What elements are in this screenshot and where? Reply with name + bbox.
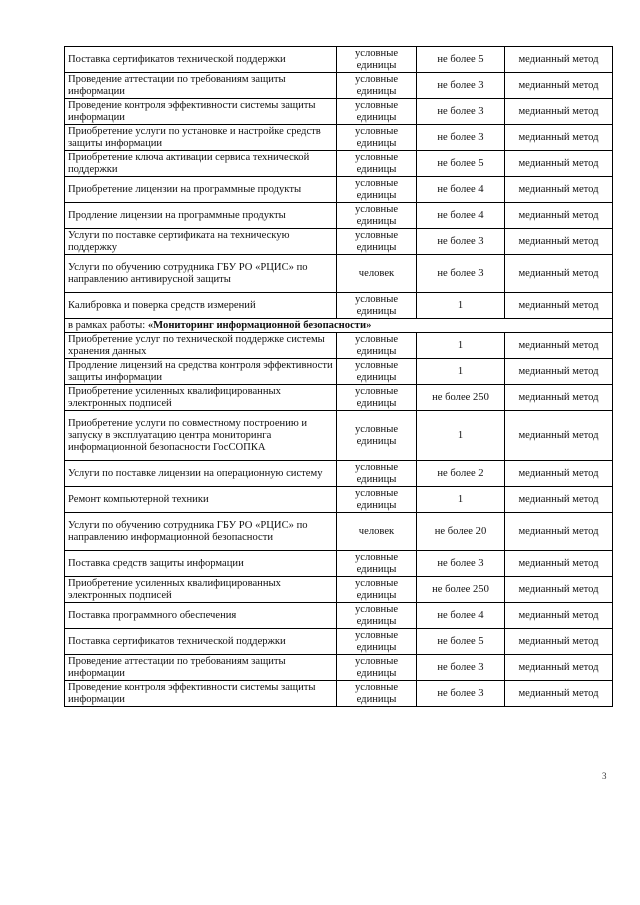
item-name-cell: Поставка сертификатов технической поддержки [65,47,337,73]
unit-cell: условные единицы [337,655,417,681]
item-name-cell: Поставка средств защиты информации [65,551,337,577]
table-row [65,461,613,487]
method-cell: медианный метод [505,177,613,203]
method-cell: медианный метод [505,293,613,319]
item-name-cell: Поставка программного обеспечения [65,603,337,629]
quantity-cell: не более 20 [417,513,505,551]
method-cell: медианный метод [505,461,613,487]
unit-cell: условные единицы [337,151,417,177]
item-name-cell: Приобретение лицензии на программные продукты [65,177,337,203]
section-prefix: в рамках работы: [68,319,148,331]
quantity-cell: не более 4 [417,177,505,203]
quantity-cell: 1 [417,333,505,359]
method-cell: медианный метод [505,603,613,629]
table-row [65,203,613,229]
unit-cell: условные единицы [337,203,417,229]
procurement-table [64,46,613,707]
method-cell: медианный метод [505,229,613,255]
section-header [65,319,613,333]
unit-cell: условные единицы [337,177,417,203]
method-cell: медианный метод [505,99,613,125]
item-name-cell: Продление лицензии на программные продукты [65,203,337,229]
table-row [65,411,613,461]
item-name-cell: Приобретение услуг по технической поддержке системы хранения данных [65,333,337,359]
item-name-cell: Приобретение ключа активации сервиса технической поддержки [65,151,337,177]
quantity-cell: не более 3 [417,655,505,681]
quantity-cell: не более 3 [417,551,505,577]
unit-cell: условные единицы [337,551,417,577]
unit-cell: условные единицы [337,73,417,99]
unit-cell: условные единицы [337,681,417,707]
table-row [65,551,613,577]
method-cell: медианный метод [505,487,613,513]
section-row [65,319,613,333]
table-row [65,47,613,73]
quantity-cell: не более 250 [417,577,505,603]
method-cell: медианный метод [505,655,613,681]
item-name-cell: Услуги по поставке сертификата на техническую поддержку [65,229,337,255]
method-cell: медианный метод [505,629,613,655]
quantity-cell: 1 [417,487,505,513]
table-row [65,293,613,319]
quantity-cell: не более 2 [417,461,505,487]
method-cell: медианный метод [505,333,613,359]
table-body-bottom [65,333,613,707]
quantity-cell: не более 3 [417,681,505,707]
item-name-cell: Продление лицензий на средства контроля эффективности защиты информации [65,359,337,385]
quantity-cell: не более 3 [417,125,505,151]
quantity-cell: 1 [417,359,505,385]
unit-cell: условные единицы [337,577,417,603]
table-row [65,629,613,655]
unit-cell: условные единицы [337,359,417,385]
quantity-cell: не более 4 [417,603,505,629]
quantity-cell: не более 5 [417,629,505,655]
page-number: 3 [602,771,607,781]
item-name-cell: Проведение контроля эффективности системы защиты информации [65,99,337,125]
quantity-cell: 1 [417,411,505,461]
quantity-cell: не более 3 [417,73,505,99]
table-row [65,333,613,359]
section-title: «Мониторинг информационной безопасности» [147,319,372,331]
section-cell [65,319,613,333]
method-cell: медианный метод [505,47,613,73]
item-name-cell: Приобретение услуги по совместному построению и запуску в эксплуатацию центра мониторинга информационной безопасности ГосСОПКА [65,411,337,461]
method-cell: медианный метод [505,359,613,385]
table-row [65,577,613,603]
quantity-cell: не более 5 [417,47,505,73]
method-cell: медианный метод [505,151,613,177]
method-cell: медианный метод [505,577,613,603]
table-row [65,73,613,99]
quantity-cell: не более 3 [417,99,505,125]
item-name-cell: Проведение контроля эффективности системы защиты информации [65,681,337,707]
unit-cell: условные единицы [337,461,417,487]
item-name-cell: Услуги по обучению сотрудника ГБУ РО «РЦИС» по направлению антивирусной защиты [65,255,337,293]
method-cell: медианный метод [505,411,613,461]
unit-cell: условные единицы [337,603,417,629]
method-cell: медианный метод [505,385,613,411]
method-cell: медианный метод [505,125,613,151]
item-name-cell: Калибровка и поверка средств измерений [65,293,337,319]
method-cell: медианный метод [505,681,613,707]
item-name-cell: Ремонт компьютерной техники [65,487,337,513]
quantity-cell: не более 3 [417,255,505,293]
table-row [65,151,613,177]
unit-cell: условные единицы [337,99,417,125]
item-name-cell: Услуги по обучению сотрудника ГБУ РО «РЦИС» по направлению информационной безопасности [65,513,337,551]
unit-cell: условные единицы [337,629,417,655]
unit-cell: человек [337,255,417,293]
table-row [65,99,613,125]
unit-cell: условные единицы [337,487,417,513]
table-row [65,681,613,707]
method-cell: медианный метод [505,73,613,99]
table-row [65,229,613,255]
table-row [65,487,613,513]
table-row [65,125,613,151]
item-name-cell: Поставка сертификатов технической поддержки [65,629,337,655]
table-row [65,359,613,385]
unit-cell: условные единицы [337,293,417,319]
quantity-cell: не более 5 [417,151,505,177]
method-cell: медианный метод [505,513,613,551]
table-row [65,255,613,293]
table-row [65,603,613,629]
quantity-cell: 1 [417,293,505,319]
unit-cell: условные единицы [337,47,417,73]
table-row [65,177,613,203]
table-row [65,655,613,681]
method-cell: медианный метод [505,203,613,229]
item-name-cell: Приобретение усиленных квалифицированных электронных подписей [65,385,337,411]
table-row [65,513,613,551]
unit-cell: условные единицы [337,229,417,255]
method-cell: медианный метод [505,551,613,577]
table-row [65,385,613,411]
table-body-top [65,47,613,319]
item-name-cell: Приобретение усиленных квалифицированных электронных подписей [65,577,337,603]
quantity-cell: не более 4 [417,203,505,229]
item-name-cell: Приобретение услуги по установке и настройке средств защиты информации [65,125,337,151]
unit-cell: условные единицы [337,411,417,461]
item-name-cell: Проведение аттестации по требованиям защиты информации [65,73,337,99]
unit-cell: условные единицы [337,333,417,359]
unit-cell: условные единицы [337,385,417,411]
unit-cell: условные единицы [337,125,417,151]
unit-cell: человек [337,513,417,551]
quantity-cell: не более 250 [417,385,505,411]
quantity-cell: не более 3 [417,229,505,255]
item-name-cell: Услуги по поставке лицензии на операционную систему [65,461,337,487]
item-name-cell: Проведение аттестации по требованиям защиты информации [65,655,337,681]
method-cell: медианный метод [505,255,613,293]
